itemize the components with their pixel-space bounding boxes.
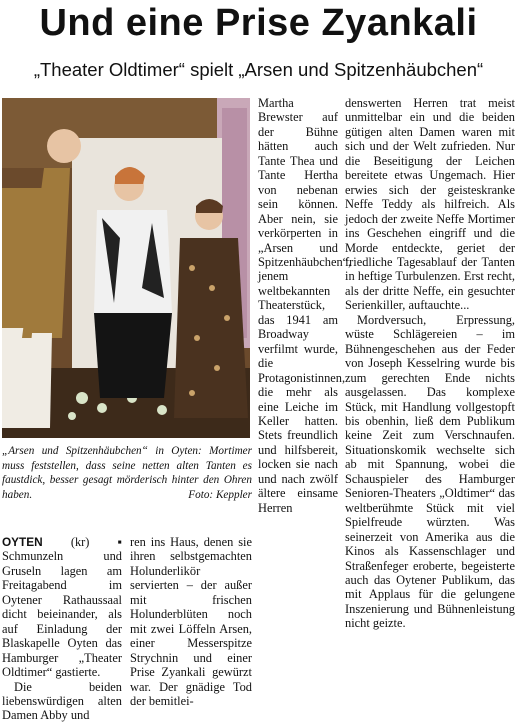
stage-photo — [2, 98, 250, 438]
caption-text: „Arsen und Spitzenhäubchen“ in Oyten: Mortimer muss feststellen, dass seine netten alten Tanten es faustdick, besser gesagt mörderisch hinter den Ohren haben. — [2, 445, 252, 501]
article-paragraph — [2, 535, 122, 680]
author-tag: (kr) ▪ — [70, 535, 122, 549]
article-paragraph: Martha Brewster auf der Bühne hätten auch Tante Thea und Tante Hertha von nebenan sein können. Aber nein, sie verkörperten in „Arsen und Spitzenhäubchen“, jenem weltbekannten Theaterstück, das 1941 am Broadway verfilmt wurde, die Protagonistinnen, die mehr als eine Leiche im Keller hatten. Stets freundlich und hilfsbereit, locken sie nach und nach zwölf ältere einsame Herren — [258, 96, 352, 515]
headline: Und eine Prise Zyankali — [39, 2, 478, 44]
article-column-3 — [345, 96, 515, 631]
article-paragraph: denswerten Herren trat meist unmittelbar ein und die beiden gütigen alten Damen waren mit sich und der Welt zufrieden. Nur die Beseitigung der Leichen bereitete etwas Ungemach. Hier erwies sich der geisteskranke Neffe Teddy als hilfreich. Als jedoch der zweite Neffe Mortimer ins Geschehen eingriff und die Morde entdeckte, geriet der friedliche Tagesablauf der Tanten in heftige Turbulenzen. Erst recht, als der dritte Neffe, ein gesuchter Serienkiller, auftauchte... — [345, 96, 515, 313]
article-column-2 — [130, 535, 252, 708]
photo-credit: Foto: Keppler — [188, 488, 252, 501]
article-paragraph: Die beiden liebenswürdigen alten Damen Abby und — [2, 679, 122, 723]
article-paragraph: ren ins Haus, denen sie ihren selbstgemachten Holunderlikör servierten – der außer mit frischen Holunderblüten noch mit zwei Löffeln Arsen, einer Messerspitze Strychnin und einer Prise Zyankali gewürzt war. Der gnädige Tod der bemitlei- — [130, 535, 252, 708]
dateline: OYTEN — [2, 535, 43, 549]
article-paragraph: Mordversuch, Erpressung, wüste Schlägereien – im Bühnengeschehen aus der Feder von Joseph Kesselring wurde bis zum gerechten Ende nichts ausgelassen. Das komplexe Stück, mit Handlung vollgestopft bis obenhin, ließ dem Publikum keine Zeit zum Verschnaufen. Situationskomik wechselte sich ab mit Spannung, wobei die Schauspieler des Hamburger Senioren-Theaters „Oldtimer“ das weltberühmte Stück mit viel Spielfreude würzten. Was seinerzeit von Amerika aus die Kinos als Kassenschlager und Straßenfeger eroberte, begeisterte auch das Oytener Publikum, das mit Applaus für die gelungene Inszenierung und Bühnenleistung nicht geizte. — [345, 312, 515, 631]
article-column-1 — [2, 535, 122, 723]
photo-caption — [2, 444, 252, 502]
article-text: Schmunzeln und Gruseln lagen am Freitagabend im Oytener Rathaussaal dicht beieinander, als auf Einladung der Blaskapelle Oyten das Hamburger „Theater Oldtimer“ gastierte. — [2, 549, 122, 680]
article-column-2-top — [258, 96, 352, 515]
stage-photo-icon — [2, 98, 250, 438]
subheadline: „Theater Oldtimer“ spielt „Arsen und Spitzenhäubchen“ — [33, 59, 484, 80]
